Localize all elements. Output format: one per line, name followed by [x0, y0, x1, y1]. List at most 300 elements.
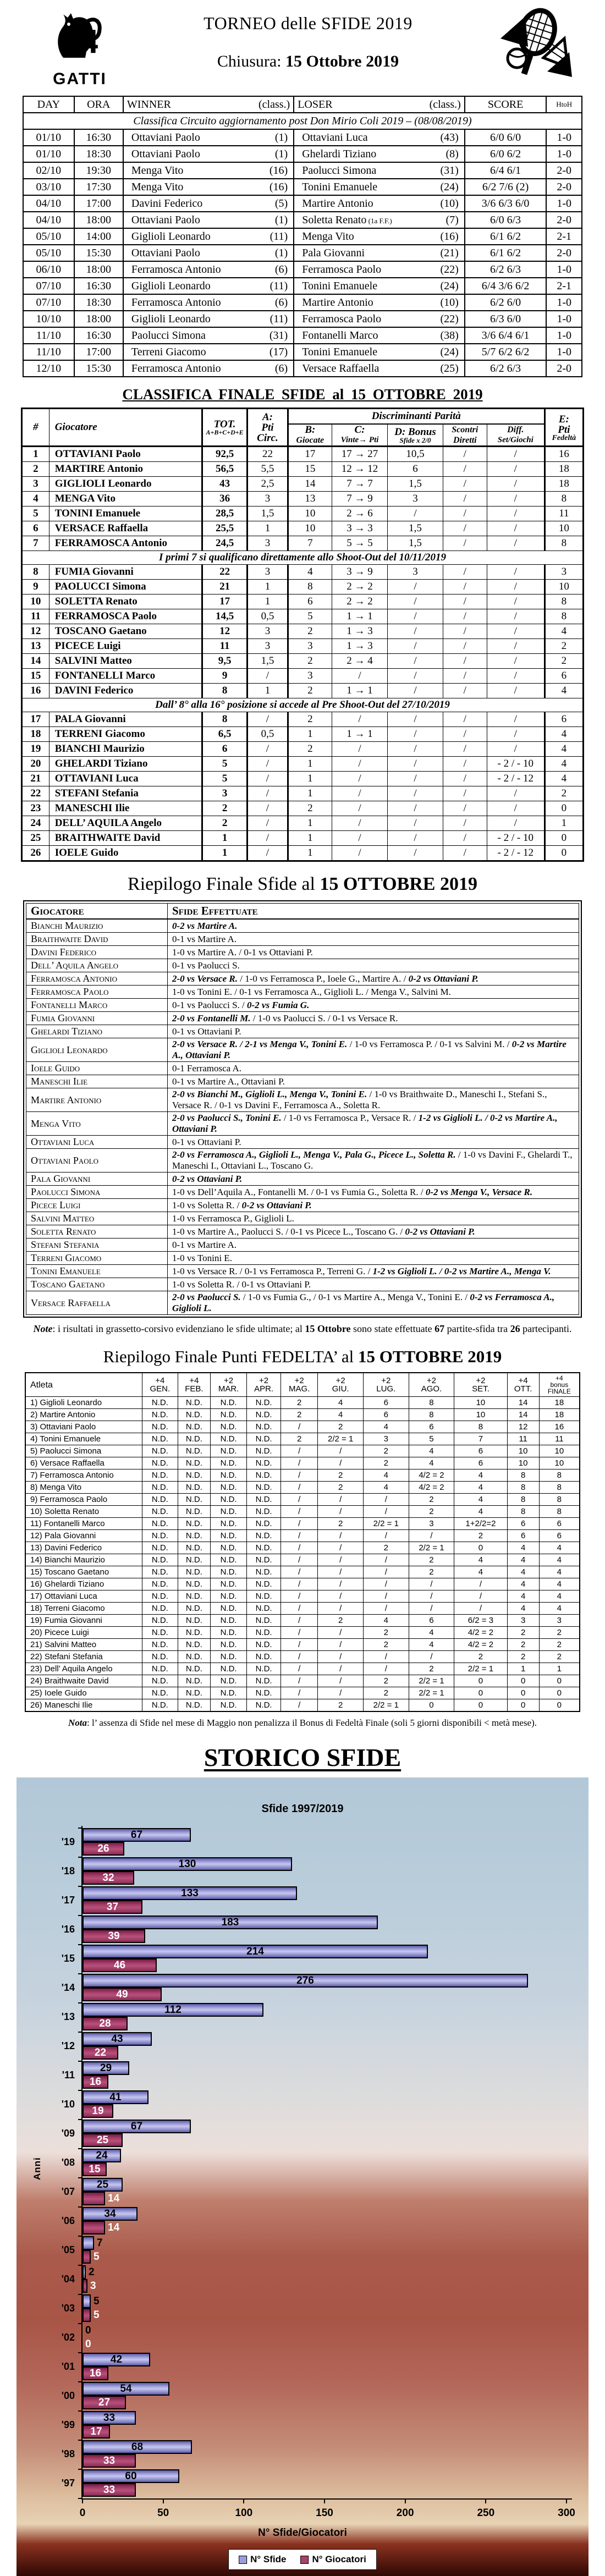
- loser-class: (21): [440, 246, 459, 259]
- text-segment: partecipanti.: [520, 1323, 572, 1334]
- cell: /: [388, 786, 443, 801]
- cell: 1: [288, 846, 332, 861]
- cell: /: [388, 742, 443, 757]
- value-cell: /: [318, 1554, 364, 1566]
- table-row: [26, 1225, 579, 1239]
- athlete-name-cell: 2) Martire Antonio: [25, 1409, 142, 1421]
- value-cell: N.D.: [211, 1469, 247, 1482]
- loser-class: (31): [440, 164, 459, 177]
- d-main: D: Bonus: [394, 426, 436, 438]
- cell: 10: [544, 580, 583, 595]
- loser-cell: [294, 179, 465, 195]
- col-e: [544, 409, 583, 447]
- loser-cell: [294, 195, 465, 212]
- cell: 16: [22, 684, 50, 698]
- sfide-cell: [168, 1062, 579, 1075]
- y-axis-tick: [78, 2032, 82, 2033]
- table-row: [22, 831, 584, 846]
- text-segment: 2-0 vs Fontanelli M.: [172, 1012, 251, 1023]
- year-label: '06: [61, 2215, 75, 2226]
- cell: /: [248, 846, 288, 861]
- text-segment: 1-0 vs Tonini E. / 0-1 vs Ferramosca A., Giglioli L. / Menga V., Salvini M.: [172, 986, 451, 997]
- table-row: [23, 278, 582, 294]
- giocatori-value-label: 17: [90, 2426, 102, 2437]
- table-row: [26, 1239, 579, 1252]
- cell: 21: [22, 772, 50, 786]
- value-cell: 4: [409, 1627, 454, 1639]
- cell: /: [443, 786, 487, 801]
- value-cell: 2: [409, 1554, 454, 1566]
- cell: /: [487, 654, 544, 669]
- table-row: [26, 1112, 579, 1136]
- winner-name: Ferramosca Antonio: [131, 362, 221, 375]
- cell: 1: [288, 727, 332, 742]
- cell: 2: [544, 786, 583, 801]
- winner-class: (1): [274, 131, 288, 144]
- b-sub: Giocate: [296, 436, 324, 445]
- cell: /: [487, 492, 544, 507]
- value-cell: N.D.: [247, 1615, 281, 1627]
- cell: 5: [202, 772, 248, 786]
- athlete-name-cell: 16) Ghelardi Tiziano: [25, 1578, 142, 1590]
- x-axis-tick: [243, 2498, 244, 2503]
- cell: /: [443, 639, 487, 654]
- value-cell: 1: [507, 1663, 539, 1675]
- sfide-cell: [168, 1088, 579, 1112]
- value-cell: 2/2 = 1: [409, 1542, 454, 1554]
- storico-sfide-chart: [16, 1777, 588, 2576]
- value-cell: 4: [507, 1578, 539, 1590]
- text-segment: 0-1 vs Ottaviani P.: [172, 1026, 241, 1037]
- value-cell: N.D.: [178, 1675, 210, 1687]
- fedelta-table: [25, 1372, 580, 1712]
- value-cell: 18: [539, 1409, 580, 1421]
- winner-name: Ottaviani Paolo: [131, 213, 200, 226]
- cell: - 2 / - 10: [487, 831, 544, 846]
- value-cell: 10: [454, 1397, 507, 1409]
- results-table: [23, 96, 582, 377]
- y-axis-tick: [78, 1915, 82, 1916]
- time-cell: 17:00: [74, 344, 123, 360]
- cell: /: [487, 684, 544, 698]
- cell: /: [388, 684, 443, 698]
- winner-cell: [123, 344, 294, 360]
- value-cell: N.D.: [142, 1639, 178, 1651]
- value-cell: 8: [507, 1469, 539, 1482]
- value-cell: 6: [454, 1457, 507, 1469]
- c-sub: Vinte→ Pti: [340, 436, 379, 444]
- chart-title: Sfide 1997/2019: [261, 1803, 344, 1815]
- cell: 10: [544, 521, 583, 536]
- value-cell: 0: [507, 1699, 539, 1712]
- cell: /: [388, 595, 443, 609]
- cell: /: [487, 536, 544, 551]
- text-segment: 0-1 vs Paolucci S. /: [172, 999, 247, 1010]
- table-row: [26, 1186, 579, 1199]
- value-cell: 2: [318, 1699, 364, 1712]
- table-row: [22, 624, 584, 639]
- cell: /: [248, 801, 288, 816]
- value-cell: 4: [507, 1542, 539, 1554]
- table-row: [26, 999, 579, 1012]
- day-cell: 04/10: [23, 195, 74, 212]
- player-name-cell: Martire Antonio: [26, 1088, 168, 1112]
- athlete-name-cell: 26) Maneschi Ilie: [25, 1699, 142, 1712]
- score-cell: 6/1 6/2: [465, 228, 547, 245]
- value-cell: 6/2 = 3: [454, 1615, 507, 1627]
- cell: 3: [248, 492, 288, 507]
- winner-name: Ottaviani Paolo: [131, 147, 200, 160]
- sfide-cell: [168, 933, 579, 946]
- value-cell: N.D.: [178, 1530, 210, 1542]
- value-cell: 2: [363, 1457, 409, 1469]
- cell: 6: [388, 462, 443, 477]
- value-cell: N.D.: [247, 1457, 281, 1469]
- cell: /: [388, 727, 443, 742]
- value-cell: N.D.: [178, 1542, 210, 1554]
- value-cell: 4: [539, 1578, 580, 1590]
- value-cell: 0: [454, 1542, 507, 1554]
- cell: /: [248, 772, 288, 786]
- giocatori-bar: [82, 2308, 91, 2322]
- loser-name: Tonini Emanuele: [302, 279, 378, 292]
- text-segment: Note: [33, 1323, 53, 1334]
- loser-name: Versace Raffaella: [302, 362, 380, 375]
- value-cell: N.D.: [211, 1494, 247, 1506]
- table-row: [22, 477, 584, 492]
- value-cell: 4: [507, 1554, 539, 1566]
- value-cell: 11: [539, 1433, 580, 1445]
- value-cell: 2: [318, 1469, 364, 1482]
- y-axis-tick: [78, 2410, 82, 2412]
- text-segment: 0-1 vs Martire A.: [172, 933, 237, 944]
- winner-class: (11): [270, 279, 288, 292]
- month-column-header: +2 SET.: [454, 1373, 507, 1397]
- table-row: [22, 595, 584, 609]
- time-cell: 18:00: [74, 212, 123, 228]
- table-row: [22, 492, 584, 507]
- cell: /: [487, 712, 544, 727]
- table-row: [22, 727, 584, 742]
- value-cell: 4/2 = 2: [454, 1639, 507, 1651]
- winner-name: Menga Vito: [131, 164, 184, 177]
- loser-name-wrap: [298, 148, 461, 161]
- cell: 26: [22, 846, 50, 861]
- cell: 12 → 12: [332, 462, 387, 477]
- text-segment: 0-2 vs Ferramosca A., Giglioli L.: [172, 1292, 555, 1313]
- value-cell: 2: [409, 1566, 454, 1578]
- a-mid: Pti: [261, 421, 274, 433]
- day-cell: 02/10: [23, 162, 74, 179]
- table-row: [25, 1494, 580, 1506]
- cell: BIANCHI Maurizio: [49, 742, 202, 757]
- cell: 24: [22, 816, 50, 831]
- cell: 6,5: [202, 727, 248, 742]
- text-segment: 2-0 vs Bianchi M., Giglioli L., Menga V., Tonini E.: [172, 1089, 367, 1099]
- loser-name-wrap: [298, 131, 461, 144]
- value-cell: 2: [409, 1506, 454, 1518]
- time-cell: 18:00: [74, 311, 123, 327]
- closing-date: 15 Ottobre 2019: [285, 52, 399, 70]
- text-segment: 0-2 vs Menga V., Versace R.: [425, 1186, 533, 1197]
- value-cell: 2: [363, 1445, 409, 1457]
- cell: 2: [288, 801, 332, 816]
- value-cell: N.D.: [247, 1397, 281, 1409]
- winner-class: (6): [274, 263, 288, 276]
- value-cell: 2: [363, 1639, 409, 1651]
- value-cell: 1+2/2=2: [454, 1518, 507, 1530]
- cell: 2 → 2: [332, 580, 387, 595]
- x-tick-label: 0: [79, 2507, 86, 2519]
- value-cell: 6: [507, 1530, 539, 1542]
- cell: /: [443, 521, 487, 536]
- riepilogo-title-regular: Riepilogo Finale Sfide al: [128, 874, 320, 894]
- loser-class: (38): [440, 329, 459, 342]
- value-cell: 8: [409, 1397, 454, 1409]
- sfide-cell: [168, 972, 579, 986]
- table-row: [23, 327, 582, 344]
- time-cell: 18:00: [74, 261, 123, 278]
- value-cell: N.D.: [211, 1433, 247, 1445]
- col-tot: [202, 409, 248, 447]
- value-cell: N.D.: [178, 1397, 210, 1409]
- table-row: [26, 1088, 579, 1112]
- sfide-value-label: 2: [89, 2266, 95, 2278]
- qualification-note-row: [22, 551, 584, 565]
- cell: /: [332, 669, 387, 684]
- value-cell: /: [363, 1554, 409, 1566]
- sfide-value-label: 130: [178, 1858, 196, 1870]
- text-segment: 0-2 vs Ottaviani P.: [241, 1199, 312, 1210]
- loser-name: Martire Antonio: [302, 197, 373, 210]
- winner-name: Ottaviani Paolo: [131, 131, 200, 144]
- y-axis-tick: [78, 1886, 82, 1887]
- cell: /: [443, 477, 487, 492]
- sfide-legend-swatch: [239, 2556, 247, 2564]
- value-cell: N.D.: [211, 1445, 247, 1457]
- cell: 0,5: [248, 727, 288, 742]
- cell: /: [443, 595, 487, 609]
- cell: /: [248, 757, 288, 772]
- winner-cell: [123, 360, 294, 377]
- cell: /: [487, 639, 544, 654]
- cell: 21: [202, 580, 248, 595]
- cell: MARTIRE Antonio: [49, 462, 202, 477]
- winner-name-wrap: [127, 214, 290, 227]
- text-segment: 1-2 vs Giglioli L. / 0-2 vs Martire A., Menga V.: [372, 1265, 551, 1276]
- table-row: [23, 261, 582, 278]
- y-axis-tick: [78, 1857, 82, 1858]
- cell: 7 → 9: [332, 492, 387, 507]
- y-axis-tick: [78, 2148, 82, 2149]
- cell: OTTAVIANI Paolo: [49, 447, 202, 462]
- cell: /: [487, 565, 544, 580]
- player-name-cell: Braithwaite David: [26, 933, 168, 946]
- cell: BRAITHWAITE David: [49, 831, 202, 846]
- player-name-cell: Salvini Matteo: [26, 1212, 168, 1225]
- value-cell: 4: [318, 1409, 364, 1421]
- value-cell: N.D.: [247, 1518, 281, 1530]
- athlete-name-cell: 3) Ottaviani Paolo: [25, 1421, 142, 1433]
- value-cell: 4: [409, 1457, 454, 1469]
- value-cell: /: [281, 1469, 318, 1482]
- text-segment: 2-0 vs Versace R.: [172, 973, 238, 984]
- table-row: [26, 1278, 579, 1291]
- col-player: Giocatore: [49, 409, 202, 447]
- value-cell: N.D.: [142, 1409, 178, 1421]
- value-cell: /: [281, 1566, 318, 1578]
- value-cell: N.D.: [247, 1578, 281, 1590]
- cell: /: [248, 712, 288, 727]
- value-cell: N.D.: [211, 1482, 247, 1494]
- loser-class: (22): [440, 312, 459, 325]
- cell: /: [443, 831, 487, 846]
- loser-cell: [294, 146, 465, 162]
- cell: 1,5: [388, 536, 443, 551]
- text-segment: / 1-0 vs Ferramosca P., Versace R. /: [281, 1113, 419, 1123]
- year-label: '99: [61, 2419, 75, 2430]
- winner-name: Paolucci Simona: [131, 329, 206, 342]
- winner-name-wrap: [127, 164, 290, 177]
- value-cell: 4: [363, 1482, 409, 1494]
- value-cell: 4: [507, 1590, 539, 1603]
- loser-class: (43): [440, 131, 459, 144]
- winner-class-label: (class.): [258, 98, 290, 111]
- tot-sub: A+B+C+D+E: [206, 428, 244, 436]
- cell: 8: [544, 609, 583, 624]
- col-a: [248, 409, 288, 447]
- table-row: [25, 1627, 580, 1639]
- value-cell: /: [318, 1590, 364, 1603]
- sfide-value-label: 214: [246, 1946, 264, 1957]
- sfide-value-label: 67: [130, 2121, 143, 2132]
- athlete-name-cell: 4) Tonini Emanuele: [25, 1433, 142, 1445]
- value-cell: N.D.: [247, 1445, 281, 1457]
- value-cell: 4: [363, 1421, 409, 1433]
- cell: - 2 / - 12: [487, 846, 544, 861]
- loser-name: Soletta Renato (1a F.F.): [302, 213, 392, 226]
- value-cell: 2: [539, 1627, 580, 1639]
- value-cell: N.D.: [142, 1699, 178, 1712]
- club-logo-word: GATTI: [53, 70, 107, 88]
- text-segment: 2-0 vs Versace R. / 2-1 vs Menga V., Tonini E.: [172, 1039, 348, 1049]
- giocatori-bar: [82, 2192, 105, 2205]
- table-row: [23, 146, 582, 162]
- score-cell: 6/0 6/2: [465, 146, 547, 162]
- x-axis-tick: [82, 2498, 83, 2503]
- value-cell: N.D.: [178, 1603, 210, 1615]
- value-cell: /: [281, 1651, 318, 1663]
- cell: 3: [202, 786, 248, 801]
- cell: /: [332, 846, 387, 861]
- winner-name-wrap: [127, 263, 290, 276]
- cell: 1: [248, 580, 288, 595]
- value-cell: /: [281, 1445, 318, 1457]
- value-cell: 8: [507, 1506, 539, 1518]
- value-cell: 4: [507, 1603, 539, 1615]
- value-cell: N.D.: [142, 1530, 178, 1542]
- cell: 8: [544, 536, 583, 551]
- value-cell: /: [281, 1615, 318, 1627]
- day-cell: 01/10: [23, 129, 74, 146]
- player-name-cell: Pala Giovanni: [26, 1173, 168, 1186]
- loser-name-wrap: [298, 197, 461, 210]
- loser-cell: [294, 162, 465, 179]
- cell: 7: [288, 536, 332, 551]
- value-cell: N.D.: [211, 1590, 247, 1603]
- sfide-value-label: 68: [131, 2441, 144, 2453]
- table-row: [26, 1075, 579, 1088]
- cell: /: [248, 742, 288, 757]
- cell: 9: [202, 669, 248, 684]
- cell: 5 → 5: [332, 536, 387, 551]
- table-row: [26, 1025, 579, 1038]
- text-segment: 1-0 vs Soletta R. /: [172, 1199, 242, 1210]
- table-row: [22, 609, 584, 624]
- player-name-cell: Ferramosca Antonio: [26, 972, 168, 986]
- header-titles: [127, 5, 490, 71]
- winner-cell: [123, 261, 294, 278]
- value-cell: 2: [281, 1397, 318, 1409]
- cell: 56,5: [202, 462, 248, 477]
- y-axis-tick: [78, 2090, 82, 2091]
- winner-name-wrap: [127, 197, 290, 210]
- cell: 17: [22, 712, 50, 727]
- cell: /: [487, 507, 544, 521]
- sfide-value-label: 34: [104, 2208, 116, 2220]
- x-axis-tick: [324, 2498, 325, 2503]
- value-cell: N.D.: [178, 1457, 210, 1469]
- table-row: [25, 1409, 580, 1421]
- value-cell: 0: [454, 1687, 507, 1699]
- loser-cell: [294, 278, 465, 294]
- club-logo: [33, 5, 127, 89]
- col-sfide-effettuate: Sfide Effettuate: [168, 904, 579, 920]
- cell: 8: [22, 565, 50, 580]
- text-segment: 0-2 vs Martire A., Ottaviani P.: [172, 1039, 566, 1060]
- cell: 1,5: [248, 654, 288, 669]
- player-name-cell: Paolucci Simona: [26, 1186, 168, 1199]
- value-cell: 2/2 = 1: [454, 1663, 507, 1675]
- value-cell: /: [281, 1421, 318, 1433]
- y-axis-tick: [78, 2002, 82, 2003]
- cell: 2: [202, 816, 248, 831]
- cell: 5: [288, 609, 332, 624]
- value-cell: 2: [539, 1651, 580, 1663]
- cell: GIGLIOLI Leonardo: [49, 477, 202, 492]
- value-cell: /: [363, 1603, 409, 1615]
- value-cell: /: [318, 1506, 364, 1518]
- cell: TONINI Emanuele: [49, 507, 202, 521]
- sfide-bar: [82, 2294, 91, 2308]
- value-cell: N.D.: [178, 1699, 210, 1712]
- score-cell: 6/2 6/3: [465, 360, 547, 377]
- athlete-name-cell: 10) Soletta Renato: [25, 1506, 142, 1518]
- value-cell: N.D.: [247, 1506, 281, 1518]
- value-cell: 6: [539, 1530, 580, 1542]
- cell: 17: [288, 447, 332, 462]
- cell: 2: [544, 639, 583, 654]
- cell: 12: [202, 624, 248, 639]
- table-row: [23, 212, 582, 228]
- giocatori-value-label: 33: [103, 2484, 116, 2496]
- loser-name-wrap: [298, 280, 461, 293]
- giocatori-legend-swatch: [300, 2556, 309, 2564]
- value-cell: /: [318, 1603, 364, 1615]
- col-ora: ORA: [74, 96, 123, 113]
- time-cell: 19:30: [74, 162, 123, 179]
- e-sub: Fedeltà: [552, 433, 576, 442]
